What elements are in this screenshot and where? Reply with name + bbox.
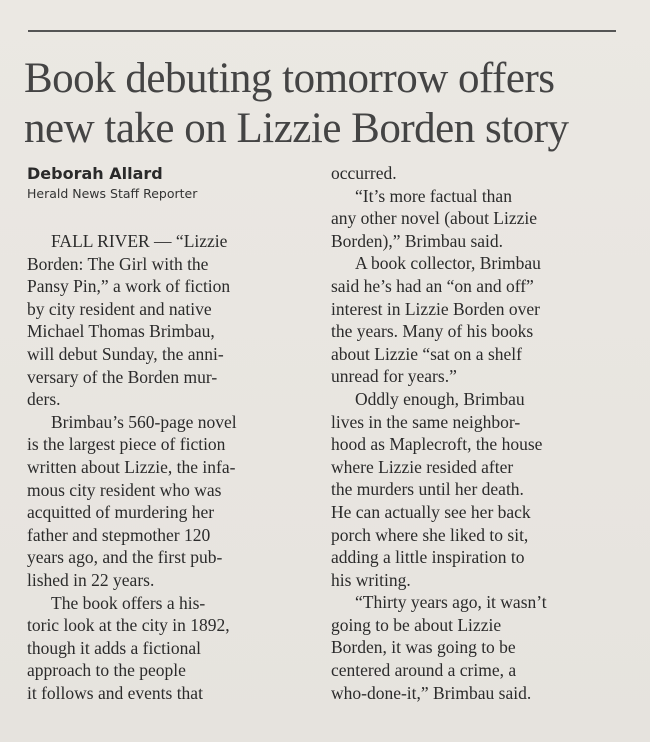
byline-author: Deborah Allard [27,164,163,183]
text-line: A book collector, Brimbau [355,253,541,274]
text-line: will debut Sunday, the anni- [27,343,224,364]
text-line: where Lizzie resided after [331,456,514,477]
text-line: unread for years.” [331,366,457,387]
headline-line-1: Book debuting tomorrow offers [24,55,555,102]
text-line: FALL RIVER — “Lizzie [51,231,228,251]
text-line: porch where she liked to sit, [331,524,529,545]
text-line: interest in Lizzie Borden over [331,298,540,319]
text-line: Michael Thomas Brimbau, [27,321,215,342]
text-line: going to be about Lizzie [331,614,502,635]
text-line: occurred. [331,163,397,183]
text-line: though it adds a fictional [27,637,201,658]
text-line: He can actually see her back [331,501,531,522]
text-line: adding a little inspiration to [331,547,525,568]
text-line: said he’s had an “on and off” [331,275,534,296]
text-line: hood as Maplecroft, the house [331,434,543,455]
byline-title: Herald News Staff Reporter [27,186,198,201]
text-line: the murders until her death. [331,479,524,500]
text-line: versary of the Borden mur- [27,366,218,387]
text-line: centered around a crime, a [331,660,517,681]
text-line: his writing. [331,569,411,590]
text-line: Brimbau’s 560-page novel [51,411,237,432]
text-line: is the largest piece of fiction [27,434,226,455]
text-line: by city resident and native [27,298,212,319]
text-line: Borden),” Brimbau said. [331,230,504,251]
text-line: the years. Many of his books [331,321,534,342]
text-line: The book offers a his- [51,592,206,613]
text-line: approach to the people [27,660,186,681]
text-line: lished in 22 years. [27,569,155,590]
text-line: mous city resident who was [27,479,222,500]
headline [24,54,624,154]
text-line: Oddly enough, Brimbau [355,388,525,409]
text-line: years ago, and the first pub- [27,547,223,568]
top-rule-divider [28,30,616,32]
text-line: Borden, it was going to be [331,637,516,658]
text-line: Borden: The Girl with the [27,253,209,274]
text-line: “It’s more factual than [355,185,512,206]
article-column-1 [27,230,297,704]
text-line: “Thirty years ago, it wasn’t [355,592,547,613]
headline-line-2: new take on Lizzie Borden story [24,105,569,152]
text-line: about Lizzie “sat on a shelf [331,343,522,364]
text-line: ders. [27,389,61,410]
text-line: lives in the same neighbor- [331,411,521,432]
text-line: who-done-it,” Brimbau said. [331,682,532,703]
text-line: father and stepmother 120 [27,524,211,545]
text-line: acquitted of murdering her [27,502,215,523]
text-line: it follows and events that [27,682,203,703]
text-line: written about Lizzie, the infa- [27,456,236,477]
text-line: toric look at the city in 1892, [27,615,230,636]
text-line: any other novel (about Lizzie [331,208,538,229]
article-column-2 [331,162,621,704]
text-line: Pansy Pin,” a work of fiction [27,276,231,297]
